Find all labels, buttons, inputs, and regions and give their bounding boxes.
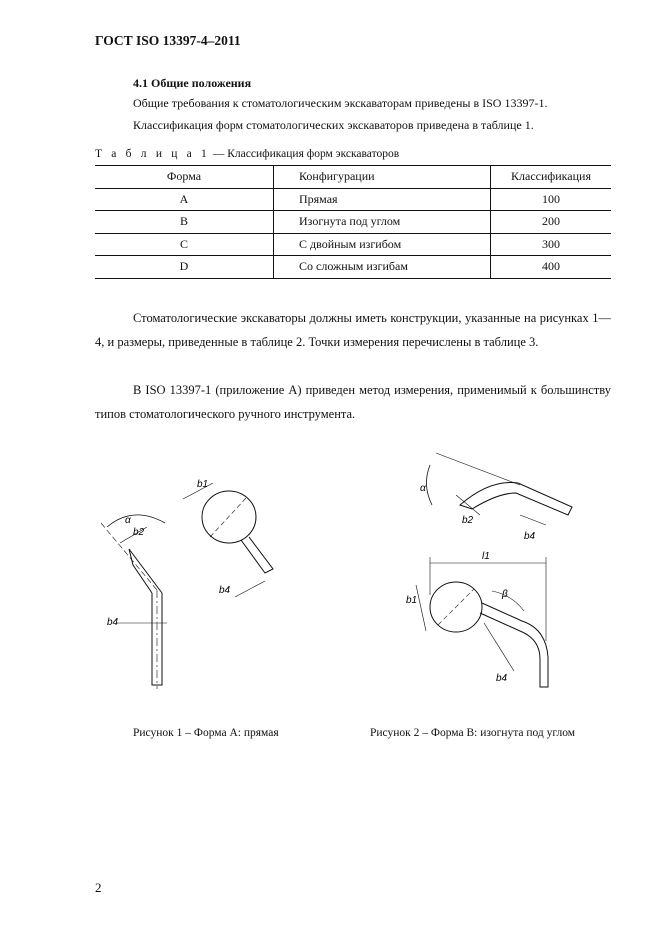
fig2-beta-label: β — [502, 589, 508, 600]
figure-1-drawing — [95, 465, 295, 695]
header-classification: Классификация — [491, 166, 612, 189]
fig1-alpha-arc — [107, 515, 165, 527]
fig2-alpha-label: α — [420, 483, 426, 494]
fig2-b4-top-label: b4 — [524, 531, 536, 542]
cell-form: А — [95, 188, 274, 211]
table-row — [95, 233, 611, 256]
table-header-row — [95, 166, 611, 189]
cell-configuration: Изогнута под углом — [274, 211, 491, 234]
figure-2-caption: Рисунок 2 – Форма В: изогнута под углом — [370, 727, 576, 739]
paragraph-construction: Стоматологические экскаваторы должны иметь конструкции, указанные на рисунках 1—4, и размеры, приведенные в таблице 2. Точки измерения перечислены в таблице 3. — [95, 311, 611, 349]
fig2-beta-arc — [492, 591, 524, 611]
fig2-b2-label: b2 — [462, 515, 474, 526]
section-heading: 4.1 Общие положения — [133, 76, 252, 90]
fig1-spoon-shank — [241, 537, 273, 573]
fig2-b4-label: b4 — [496, 673, 508, 684]
header-form: Форма — [95, 166, 274, 189]
table-row — [95, 211, 611, 234]
fig1-bk-dimension — [235, 581, 265, 597]
classification-table — [95, 165, 611, 279]
figure-2-drawing — [400, 445, 600, 695]
fig2-spoon-axis — [438, 589, 474, 625]
table-row — [95, 256, 611, 279]
cell-classification: 200 — [491, 211, 612, 234]
fig2-b4-dimension-top — [520, 515, 546, 525]
page-number: 2 — [95, 880, 102, 895]
fig2-b1-dimension — [416, 585, 426, 631]
cell-classification: 100 — [491, 188, 612, 211]
fig2-alpha-line — [436, 453, 520, 485]
cell-form: B — [95, 211, 274, 234]
fig1-blade — [129, 549, 162, 593]
cell-configuration: С двойным изгибом — [274, 233, 491, 256]
table-caption-text: — Классификация форм экскаваторов — [210, 148, 400, 160]
fig1-spoon-axis — [210, 497, 247, 537]
cell-classification: 300 — [491, 233, 612, 256]
cell-form: D — [95, 256, 274, 279]
fig2-b4-dimension — [484, 623, 514, 671]
fig1-alpha-label: α — [125, 515, 131, 526]
fig1-bk-label: b4 — [219, 585, 231, 596]
fig1-b4-label: b4 — [107, 617, 119, 628]
paragraph-classification: Классификация форм стоматологических экскаваторов приведена в таблице 1. — [133, 118, 534, 132]
fig2-shank — [480, 603, 548, 687]
fig2-l1-label: l1 — [482, 551, 490, 562]
fig1-b2-label: b2 — [133, 527, 145, 538]
figure-1-caption: Рисунок 1 – Форма А: прямая — [133, 727, 279, 739]
table-caption-prefix: Т а б л и ц а 1 — [95, 148, 211, 160]
fig2-alpha-arc — [426, 465, 432, 505]
table-row — [95, 188, 611, 211]
cell-classification: 400 — [491, 256, 612, 279]
table-caption — [95, 148, 399, 160]
fig2-b1-label: b1 — [406, 595, 418, 606]
document-code: ГОСТ ISO 13397-4–2011 — [95, 33, 241, 48]
cell-configuration: Со сложным изгибам — [274, 256, 491, 279]
header-configuration: Конфигурации — [274, 166, 491, 189]
cell-form: C — [95, 233, 274, 256]
paragraph-general-requirements: Общие требования к стоматологическим экскаваторам приведены в ISO 13397-1. — [133, 96, 548, 110]
fig1-alpha-line — [101, 523, 157, 590]
cell-configuration: Прямая — [274, 188, 491, 211]
fig2-top-blade — [460, 482, 572, 515]
paragraph-measurement-method: В ISO 13397-1 (приложение А) приведен метод измерения, применимый к большинству типов стоматологического ручного инструмента. — [95, 383, 611, 421]
fig1-spoon — [202, 491, 256, 543]
fig1-b1-label: b1 — [197, 479, 209, 490]
